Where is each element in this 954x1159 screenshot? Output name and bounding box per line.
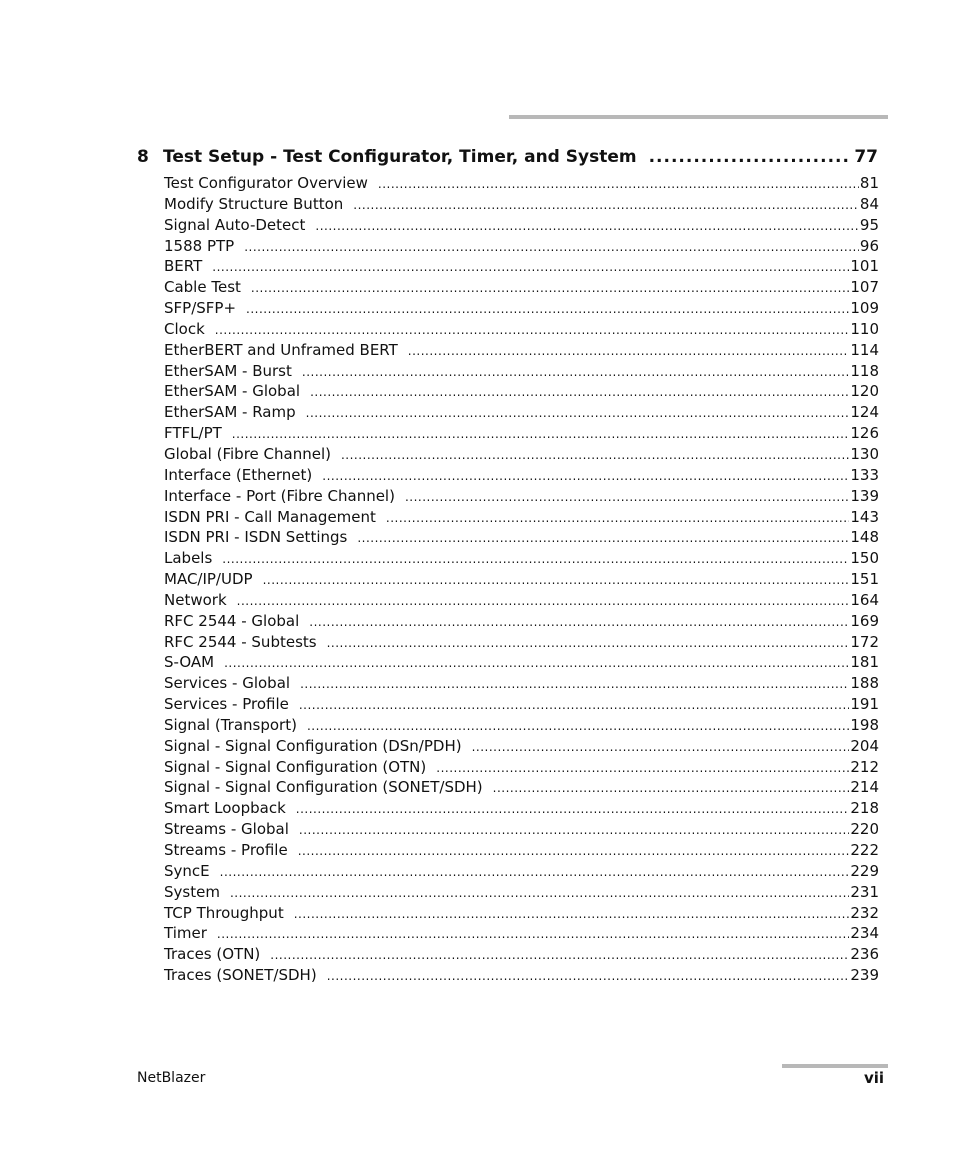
chapter-heading[interactable] xyxy=(137,147,878,171)
toc-entry-page: 120 xyxy=(850,382,879,401)
toc-entry-label: Interface - Port (Fibre Channel) xyxy=(164,486,395,505)
toc-entry-page: 234 xyxy=(850,924,879,943)
toc-entry[interactable] xyxy=(164,194,879,215)
toc-entry-label: MAC/IP/UDP xyxy=(164,570,253,589)
toc-entry[interactable] xyxy=(164,507,879,528)
toc-entry-page: 214 xyxy=(850,778,879,797)
dot-leader xyxy=(224,653,849,674)
dot-leader xyxy=(294,904,850,925)
toc-entry[interactable] xyxy=(164,256,879,277)
dot-leader xyxy=(263,570,850,591)
footer-product: NetBlazer xyxy=(137,1070,206,1086)
dot-leader xyxy=(493,778,850,799)
toc-entry-page: 81 xyxy=(859,174,879,192)
toc-entry[interactable] xyxy=(164,423,879,444)
toc-entry-page: 172 xyxy=(850,632,879,651)
toc-entry-label: Timer xyxy=(164,924,207,943)
toc-entry[interactable] xyxy=(164,611,879,632)
toc-entry-page: 229 xyxy=(850,861,879,880)
toc-entry-page: 236 xyxy=(850,945,879,964)
toc-entry[interactable] xyxy=(164,444,879,465)
dot-leader xyxy=(222,549,849,570)
toc-entry-label: EtherSAM - Ramp xyxy=(164,403,296,422)
toc-entry[interactable] xyxy=(164,965,879,986)
toc-entry-page: 143 xyxy=(850,507,879,526)
toc-entry-page: 232 xyxy=(850,903,879,922)
toc-entry-label: EtherBERT and Unframed BERT xyxy=(164,340,398,359)
toc-entry-label: Cable Test xyxy=(164,278,241,297)
dot-leader xyxy=(220,862,850,883)
dot-leader xyxy=(322,466,849,487)
dot-leader xyxy=(217,924,849,945)
toc-entry-page: 220 xyxy=(850,820,879,839)
toc-entry[interactable] xyxy=(164,694,879,715)
dot-leader xyxy=(315,216,859,237)
toc-entry[interactable] xyxy=(164,381,879,402)
toc-entry-page: 169 xyxy=(850,611,879,630)
toc-entry-page: 110 xyxy=(850,319,879,338)
toc-entry-label: Signal (Transport) xyxy=(164,715,297,734)
toc-entry-label: Traces (SONET/SDH) xyxy=(164,966,317,985)
toc-entry-label: Signal - Signal Configuration (SONET/SDH) xyxy=(164,778,483,797)
dot-leader xyxy=(436,758,849,779)
chapter-number: 8 xyxy=(137,147,149,167)
toc-entry-page: 204 xyxy=(850,736,879,755)
toc-entry[interactable] xyxy=(164,798,879,819)
toc-entry-label: Signal - Signal Configuration (OTN) xyxy=(164,757,427,776)
dot-leader xyxy=(472,737,850,758)
toc-entry[interactable] xyxy=(164,715,879,736)
dot-leader xyxy=(230,883,849,904)
toc-entry-label: Signal Auto-Detect xyxy=(164,215,306,234)
dot-leader xyxy=(327,966,850,987)
dot-leader xyxy=(232,424,850,445)
toc-entry[interactable] xyxy=(164,590,879,611)
toc-entry-page: 118 xyxy=(850,361,879,380)
toc-entry-page: 191 xyxy=(850,695,879,714)
toc-entry-label: ISDN PRI - ISDN Settings xyxy=(164,528,348,547)
dot-leader xyxy=(299,695,850,716)
toc-entry-label: Signal - Signal Configuration (DSn/PDH) xyxy=(164,736,462,755)
toc-entry-label: EtherSAM - Burst xyxy=(164,361,292,380)
dot-leader xyxy=(649,147,849,167)
dot-leader xyxy=(302,362,849,383)
toc-entry-label: Services - Global xyxy=(164,674,291,693)
toc-entry-label: Labels xyxy=(164,549,213,568)
toc-entry-page: 231 xyxy=(850,882,879,901)
toc-entry-page: 148 xyxy=(850,528,879,547)
toc-entry-page: 198 xyxy=(850,715,879,734)
toc-entry[interactable] xyxy=(164,465,879,486)
dot-leader xyxy=(296,799,850,820)
dot-leader xyxy=(386,508,849,529)
toc-entry[interactable] xyxy=(164,757,879,778)
dot-leader xyxy=(246,299,849,320)
dot-leader xyxy=(309,612,849,633)
dot-leader xyxy=(299,820,849,841)
toc-entry-label: FTFL/PT xyxy=(164,424,222,443)
toc-entry-label: Traces (OTN) xyxy=(164,945,261,964)
dot-leader xyxy=(357,528,849,549)
toc-entry-page: 150 xyxy=(850,549,879,568)
toc-entry-label: Streams - Global xyxy=(164,820,289,839)
toc-entry[interactable] xyxy=(164,861,879,882)
toc-entry-page: 139 xyxy=(850,486,879,505)
toc-entry-label: Global (Fibre Channel) xyxy=(164,444,331,463)
toc-entry[interactable] xyxy=(164,402,879,423)
toc-entry-label: RFC 2544 - Global xyxy=(164,611,300,630)
toc-entry-label: Streams - Profile xyxy=(164,841,288,859)
toc-entry[interactable] xyxy=(164,548,879,569)
header-rule xyxy=(509,115,888,119)
dot-leader xyxy=(306,403,850,424)
toc-entry-page: 114 xyxy=(850,340,879,359)
toc-entry[interactable] xyxy=(164,569,879,590)
toc-entry-page: 222 xyxy=(850,841,879,859)
toc-entry-page: 181 xyxy=(850,653,879,672)
toc-entry[interactable] xyxy=(164,632,879,653)
dot-leader xyxy=(251,278,849,299)
toc-entry-page: 130 xyxy=(850,444,879,463)
toc-entry-label: EtherSAM - Global xyxy=(164,382,301,401)
toc-entry[interactable] xyxy=(164,236,879,257)
dot-leader xyxy=(215,320,850,341)
toc-entry-page: 84 xyxy=(859,194,879,213)
toc-entry-label: ISDN PRI - Call Management xyxy=(164,507,376,526)
toc-entry[interactable] xyxy=(164,652,879,673)
dot-leader xyxy=(300,674,849,695)
toc-entry-page: 96 xyxy=(859,236,879,255)
toc-entry[interactable] xyxy=(164,486,879,507)
toc-entry-label: Interface (Ethernet) xyxy=(164,465,313,484)
toc-entry-label: TCP Throughput xyxy=(164,903,284,922)
dot-leader xyxy=(327,633,850,654)
toc-entry[interactable] xyxy=(164,527,879,548)
toc-entry-label: Test Configurator Overview xyxy=(164,174,368,192)
toc-entry[interactable] xyxy=(164,215,879,236)
toc-entry-page: 218 xyxy=(850,799,879,818)
dot-leader xyxy=(212,257,849,278)
dot-leader xyxy=(244,237,859,258)
toc-entry[interactable] xyxy=(164,361,879,382)
toc-entry-page: 101 xyxy=(850,257,879,276)
toc-list xyxy=(164,173,879,986)
toc-entry-page: 124 xyxy=(850,403,879,422)
dot-leader xyxy=(341,445,849,466)
toc-entry-label: S-OAM xyxy=(164,653,215,672)
toc-entry[interactable] xyxy=(164,298,879,319)
toc-entry-page: 239 xyxy=(850,966,879,985)
toc-entry-label: Network xyxy=(164,590,227,609)
dot-leader xyxy=(353,195,859,216)
toc-entry[interactable] xyxy=(164,736,879,757)
toc-entry-page: 164 xyxy=(850,590,879,609)
toc-entry-page: 151 xyxy=(850,570,879,589)
toc-entry-page: 107 xyxy=(850,278,879,297)
chapter-title: Test Setup - Test Configurator, Timer, and System xyxy=(163,147,637,167)
toc-entry[interactable] xyxy=(164,840,879,861)
toc-entry-page: 212 xyxy=(850,757,879,776)
dot-leader xyxy=(270,945,849,966)
toc-entry-label: RFC 2544 - Subtests xyxy=(164,632,317,651)
toc-entry-page: 133 xyxy=(850,465,879,484)
toc-entry-page: 188 xyxy=(850,674,879,693)
footer-rule xyxy=(782,1064,888,1068)
toc-entry[interactable] xyxy=(164,882,879,903)
toc-entry[interactable] xyxy=(164,340,879,361)
toc-entry[interactable] xyxy=(164,277,879,298)
toc-entry-label: 1588 PTP xyxy=(164,236,235,255)
toc-entry-label: Modify Structure Button xyxy=(164,194,344,213)
toc-entry-label: SFP/SFP+ xyxy=(164,299,237,318)
dot-leader xyxy=(307,716,849,737)
toc-entry[interactable] xyxy=(164,944,879,965)
chapter-page: 77 xyxy=(854,147,878,167)
toc-entry-page: 126 xyxy=(850,424,879,443)
toc-entry-page: 109 xyxy=(850,299,879,318)
toc-entry[interactable] xyxy=(164,319,879,340)
toc-entry[interactable] xyxy=(164,673,879,694)
dot-leader xyxy=(237,591,850,612)
toc-entry-label: SyncE xyxy=(164,861,210,880)
dot-leader xyxy=(408,341,850,362)
footer-page-number: vii xyxy=(863,1069,884,1087)
toc-entry-label: BERT xyxy=(164,257,203,276)
toc-entry[interactable] xyxy=(164,777,879,798)
toc-entry-label: Smart Loopback xyxy=(164,799,286,818)
toc-entry[interactable] xyxy=(164,923,879,944)
toc-entry-label: Services - Profile xyxy=(164,695,289,714)
dot-leader xyxy=(405,487,849,508)
toc-entry[interactable] xyxy=(164,173,879,194)
toc-entry[interactable] xyxy=(164,819,879,840)
toc-entry-label: System xyxy=(164,882,220,901)
toc-entry[interactable] xyxy=(164,903,879,924)
dot-leader xyxy=(310,382,849,403)
dot-leader xyxy=(298,841,850,862)
toc-entry-label: Clock xyxy=(164,319,205,338)
dot-leader xyxy=(378,174,859,195)
toc-entry-page: 95 xyxy=(859,215,879,234)
